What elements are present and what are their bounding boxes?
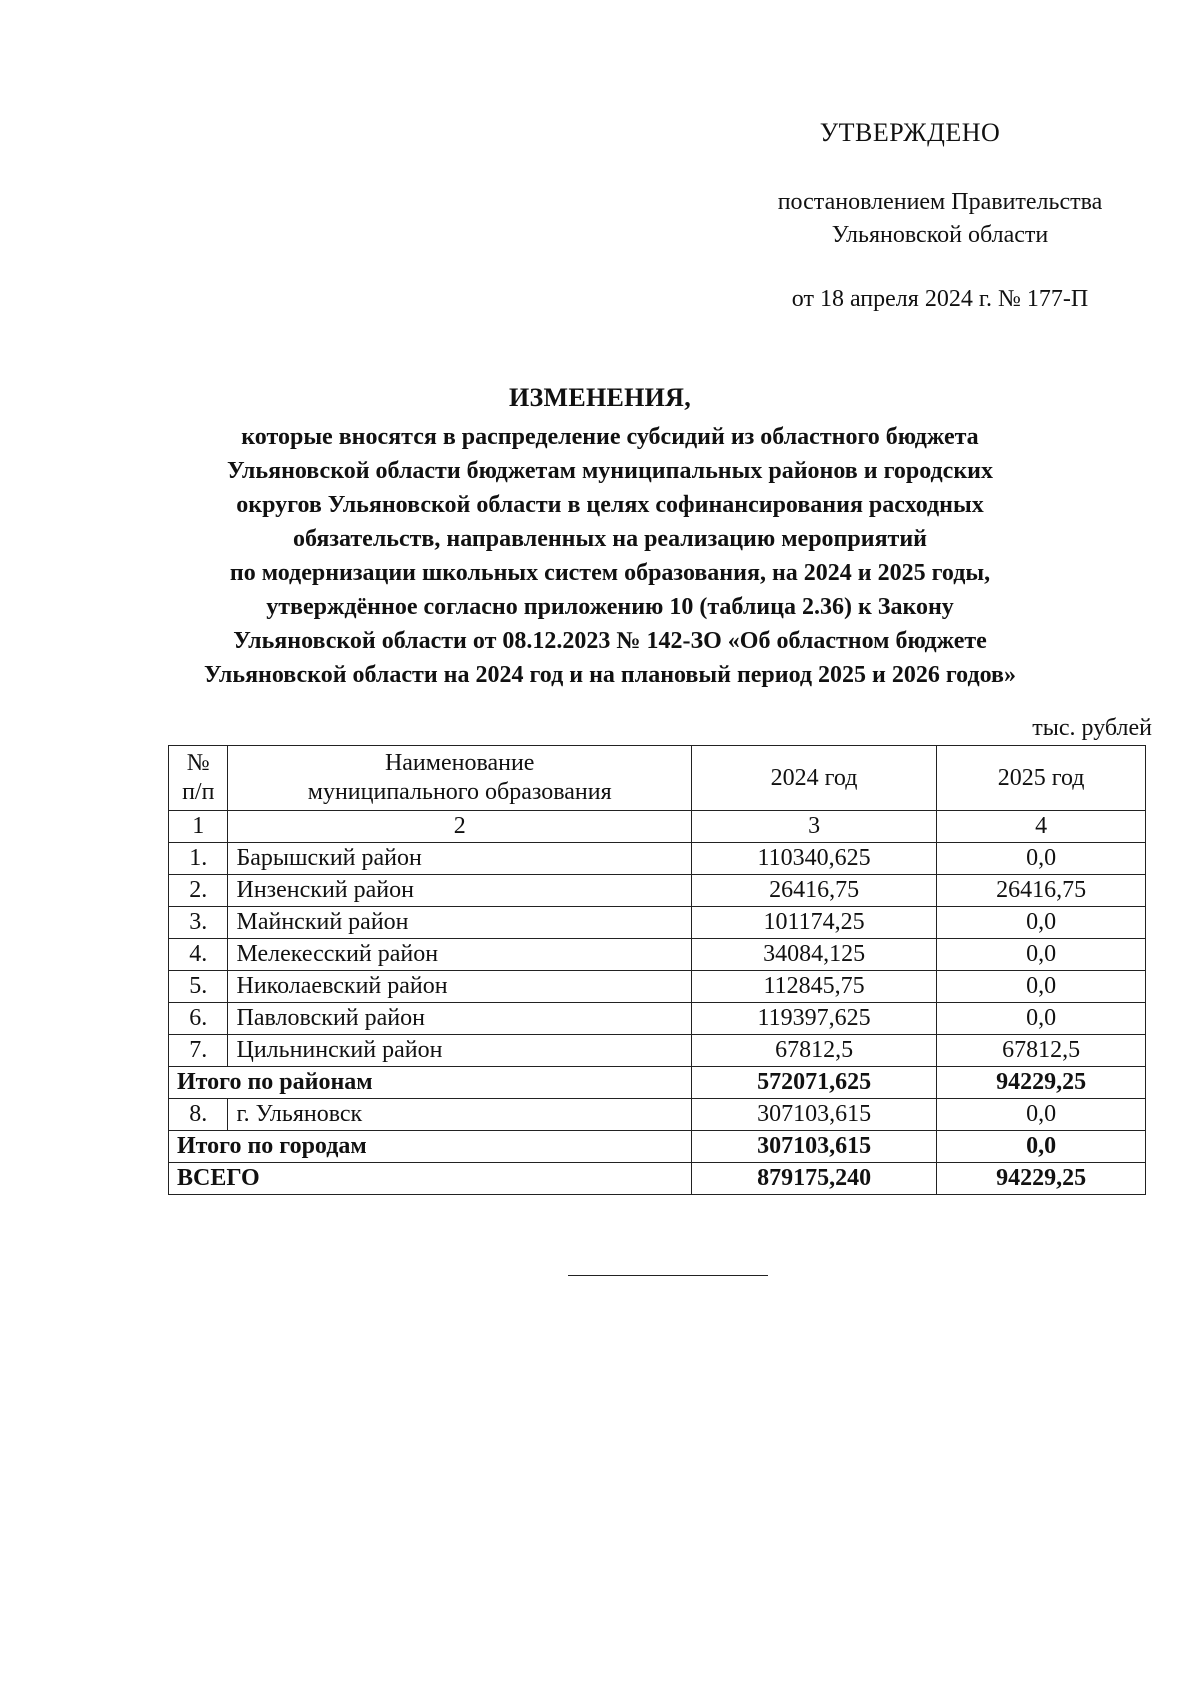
row-number: 7. <box>169 1035 228 1067</box>
units-label: тыс. рублей <box>1032 715 1152 741</box>
approval-line-1: постановлением Правительства <box>777 189 1103 215</box>
districts-total-2025: 94229,25 <box>937 1067 1146 1099</box>
approval-line-2: Ульяновской области <box>831 222 1049 248</box>
districts-total-label: Итого по районам <box>169 1067 692 1099</box>
row-name: Инзенский район <box>228 875 691 907</box>
subtitle-line: по модернизации школьных систем образования, на 2024 и 2025 годы, <box>229 560 991 586</box>
column-index-row <box>169 811 1146 843</box>
row-number: 5. <box>169 971 228 1003</box>
header-2024: 2024 год <box>691 746 936 811</box>
row-2025: 0,0 <box>937 971 1146 1003</box>
table-row <box>169 1003 1146 1035</box>
document-title: ИЗМЕНЕНИЯ, <box>508 383 692 412</box>
row-2024: 119397,625 <box>691 1003 936 1035</box>
districts-total-2024: 572071,625 <box>691 1067 936 1099</box>
cities-total-label: Итого по городам <box>169 1131 692 1163</box>
row-2025: 0,0 <box>937 843 1146 875</box>
subtitle-line: Ульяновской области на 2024 год и на плановый период 2025 и 2026 годов» <box>204 662 1016 688</box>
row-2024: 110340,625 <box>691 843 936 875</box>
grand-total-2025: 94229,25 <box>937 1163 1146 1195</box>
grand-total-label: ВСЕГО <box>169 1163 692 1195</box>
column-index: 3 <box>691 811 936 843</box>
header-2025: 2025 год <box>937 746 1146 811</box>
row-2024: 112845,75 <box>691 971 936 1003</box>
row-number: 3. <box>169 907 228 939</box>
subtitle-line: которые вносятся в распределение субсидий из областного бюджета <box>241 424 979 450</box>
row-2025: 0,0 <box>937 939 1146 971</box>
column-index: 2 <box>228 811 691 843</box>
row-2025: 0,0 <box>937 907 1146 939</box>
table-row <box>169 1099 1146 1131</box>
row-2024: 26416,75 <box>691 875 936 907</box>
approval-stamp: УТВЕРЖДЕНО <box>819 118 1001 147</box>
header-name <box>228 746 691 811</box>
approval-decree <box>730 186 1150 252</box>
document-subtitle <box>140 420 1080 692</box>
cities-total-2024: 307103,615 <box>691 1131 936 1163</box>
row-number: 1. <box>169 843 228 875</box>
subtitle-line: округов Ульяновской области в целях софинансирования расходных <box>236 492 984 518</box>
row-2025: 0,0 <box>937 1003 1146 1035</box>
cities-total-row <box>169 1131 1146 1163</box>
row-2025: 0,0 <box>937 1099 1146 1131</box>
row-number: 4. <box>169 939 228 971</box>
subtitle-line: Ульяновской области бюджетам муниципальных районов и городских <box>227 458 993 484</box>
subtitle-line: Ульяновской области от 08.12.2023 № 142-ЗО «Об областном бюджете <box>233 628 987 654</box>
table-row <box>169 843 1146 875</box>
row-name: Мелекесский район <box>228 939 691 971</box>
row-name: Николаевский район <box>228 971 691 1003</box>
row-name: Цильнинский район <box>228 1035 691 1067</box>
grand-total-row <box>169 1163 1146 1195</box>
row-number: 2. <box>169 875 228 907</box>
row-2024: 34084,125 <box>691 939 936 971</box>
subsidy-table <box>168 745 1146 1195</box>
column-index: 1 <box>169 811 228 843</box>
table-header-row <box>169 746 1146 811</box>
row-2025: 67812,5 <box>937 1035 1146 1067</box>
table-row <box>169 971 1146 1003</box>
header-number-line-2: п/п <box>182 779 215 805</box>
subtitle-line: обязательств, направленных на реализацию мероприятий <box>292 526 927 552</box>
table-row <box>169 907 1146 939</box>
row-name: Майнский район <box>228 907 691 939</box>
row-number: 8. <box>169 1099 228 1131</box>
row-2024: 101174,25 <box>691 907 936 939</box>
header-number-line-1: № <box>186 750 210 776</box>
row-name: г. Ульяновск <box>228 1099 691 1131</box>
row-2024: 67812,5 <box>691 1035 936 1067</box>
table-row <box>169 875 1146 907</box>
row-name: Барышский район <box>228 843 691 875</box>
row-2025: 26416,75 <box>937 875 1146 907</box>
table-row <box>169 939 1146 971</box>
column-index: 4 <box>937 811 1146 843</box>
row-2024: 307103,615 <box>691 1099 936 1131</box>
header-name-line-2: муниципального образования <box>307 779 612 805</box>
row-number: 6. <box>169 1003 228 1035</box>
districts-total-row <box>169 1067 1146 1099</box>
subtitle-line: утверждённое согласно приложению 10 (таблица 2.36) к Закону <box>266 594 954 620</box>
cities-total-2025: 0,0 <box>937 1131 1146 1163</box>
end-divider <box>568 1275 768 1276</box>
grand-total-2024: 879175,240 <box>691 1163 936 1195</box>
header-number <box>169 746 228 811</box>
header-name-line-1: Наименование <box>384 750 535 776</box>
approval-date: от 18 апреля 2024 г. № 177-П <box>791 286 1089 312</box>
row-name: Павловский район <box>228 1003 691 1035</box>
table-row <box>169 1035 1146 1067</box>
